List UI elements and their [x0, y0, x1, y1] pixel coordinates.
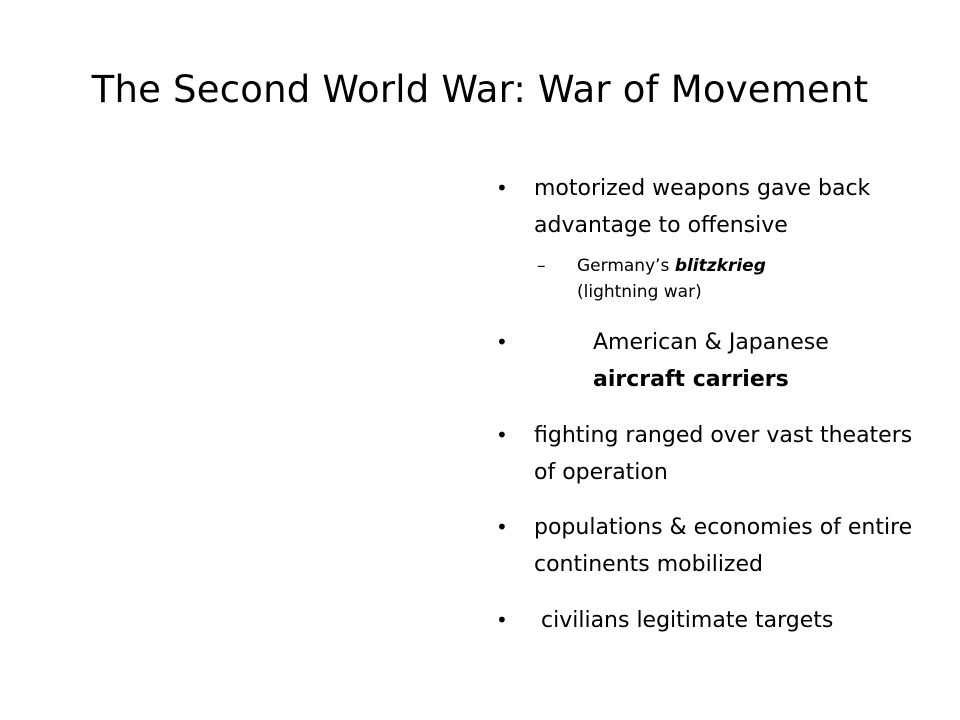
bullet-marker: •: [496, 608, 508, 632]
bullet-marker: •: [496, 515, 508, 539]
slide-title: The Second World War: War of Movement: [91, 68, 869, 111]
bullet-text: fighting ranged over vast theaters of operation: [534, 423, 913, 485]
bullet-marker: •: [496, 176, 508, 200]
sub-bullet-marker: –: [537, 256, 546, 276]
bullet-item: [490, 417, 935, 491]
bullet-text: American & Japanese: [593, 330, 829, 355]
bullet-marker: •: [496, 330, 508, 354]
bullet-text: motorized weapons gave back advantage to offensive: [534, 176, 871, 238]
bullet-text: populations & economies of entire continents mobilized: [534, 515, 913, 577]
bullet-item: [490, 170, 935, 244]
sub-bullet-emphasis: blitzkrieg: [674, 256, 766, 276]
bullet-emphasis: aircraft carriers: [593, 367, 789, 392]
sub-bullet-suffix: (lightning war): [577, 282, 702, 302]
sub-bullet-item: [534, 253, 935, 305]
bullet-text-block: [534, 324, 935, 398]
bullet-list: [490, 170, 935, 639]
bullet-item: [490, 324, 935, 398]
bullet-text: civilians legitimate targets: [541, 608, 834, 633]
bullet-item: [490, 509, 935, 583]
bullet-marker: •: [496, 423, 508, 447]
sub-bullet-prefix: Germany’s: [577, 256, 675, 276]
bullet-item: [490, 602, 935, 639]
